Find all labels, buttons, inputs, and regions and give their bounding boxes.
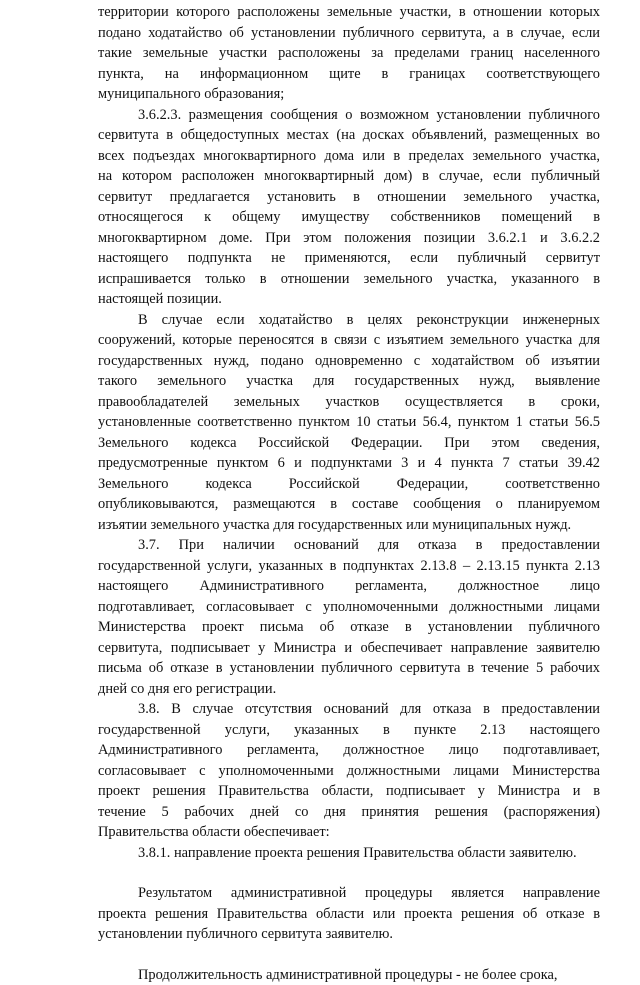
text-line: многоквартирном доме. При этом положения позиции 3.6.2.1 и 3.6.2.2 [98,228,600,249]
text-line: такие земельные участки расположены за пределами границ населенного [98,43,600,64]
text-line: предусмотренные пунктом 6 и подпунктами 3 и 4 пункта 7 статьи 39.42 [98,453,600,474]
text-line: на котором расположен многоквартирный дом) в случае, если публичный [98,166,600,187]
text-line: государственной услуги, указанных в подпунктах 2.13.8 – 2.13.15 пункта 2.13 [98,556,600,577]
text-line: настоящей позиции. [98,289,600,310]
text-line: государственной услуги, указанных в пункте 2.13 настоящего [98,720,600,741]
text-line: испрашивается только в отношении земельного участка, указанного в [98,269,600,290]
text-line: установлении публичного сервитута заявителю. [98,924,600,945]
paragraph-reconstruction-case [98,310,600,536]
text-line: установленные соответственно пунктом 10 статьи 56.4, пунктом 1 статьи 56.5 [98,412,600,433]
text-line: сервитута, подписывает у Министра и обеспечивает направление заявителю [98,638,600,659]
text-line: 3.7. При наличии оснований для отказа в предоставлении [98,535,600,556]
text-line: правообладателей земельных участков осуществляется в сроки, [98,392,600,413]
text-line: 3.8.1. направление проекта решения Правительства области заявителю. [98,843,600,864]
text-line: подготавливает, согласовывает с уполномоченными должностными лицами [98,597,600,618]
text-line: 3.6.2.3. размещения сообщения о возможном установлении публичного [98,105,600,126]
text-line: письма об отказе в установлении публичного сервитута в течение 5 рабочих [98,658,600,679]
text-line: Результатом административной процедуры является направление [98,883,600,904]
text-line: Правительства области обеспечивает: [98,822,600,843]
text-line: согласовывает с уполномоченными должностными лицами Министерства [98,761,600,782]
paragraph-result [98,883,600,945]
text-line: изъятии земельного участка для государственных или муниципальных нужд. [98,515,600,536]
text-line: подано ходатайство об установлении публичного сервитута, а в случае, если [98,23,600,44]
text-line: В случае если ходатайство в целях реконструкции инженерных [98,310,600,331]
text-line: проект решения Правительства области, подписывает у Министра и в [98,781,600,802]
text-line: государственных нужд, подано одновременно с ходатайством об изъятии [98,351,600,372]
text-line: опубликовываются, размещаются в составе сообщения о планируемом [98,494,600,515]
text-line: сервитут предлагается установить в отношении земельного участка, [98,187,600,208]
text-line: Земельного кодекса Российской Федерации, соответственно [98,474,600,495]
text-line: всех подъездах многоквартирного дома или в пределах земельного участка, [98,146,600,167]
text-line: Министерства проект письма об отказе в установлении публичного [98,617,600,638]
text-line: проекта решения Правительства области или проекта решения об отказе в [98,904,600,925]
paragraph-land-location [98,2,600,105]
paragraph-duration [98,965,600,985]
text-line: настоящего подпункта не применяются, если публичный сервитут [98,248,600,269]
text-line: Земельного кодекса Российской Федерации. При этом сведения, [98,433,600,454]
text-line: Продолжительность административной процедуры - не более срока, [98,965,600,985]
paragraph-3-8 [98,699,600,843]
text-line: настоящего Административного регламента, должностное лицо [98,576,600,597]
spacer [98,945,600,965]
paragraph-3-7 [98,535,600,699]
spacer [98,863,600,883]
text-line: муниципального образования; [98,84,600,105]
text-line: пункта, на информационном щите в границах соответствующего [98,64,600,85]
paragraph-3-6-2-3 [98,105,600,310]
text-line: относящегося к общему имуществу собственников помещений в [98,207,600,228]
text-line: территории которого расположены земельные участки, в отношении которых [98,2,600,23]
paragraph-3-8-1 [98,843,600,864]
text-line: дней со дня его регистрации. [98,679,600,700]
text-line: сооружений, которые переносятся в связи с изъятием земельного участка для [98,330,600,351]
document-body [98,2,600,985]
text-line: сервитута в общедоступных местах (на досках объявлений, размещенных во [98,125,600,146]
text-line: 3.8. В случае отсутствия оснований для отказа в предоставлении [98,699,600,720]
text-line: течение 5 рабочих дней со дня принятия решения (распоряжения) [98,802,600,823]
text-line: такого земельного участка для государственных нужд, выявление [98,371,600,392]
text-line: Административного регламента, должностное лицо подготавливает, [98,740,600,761]
